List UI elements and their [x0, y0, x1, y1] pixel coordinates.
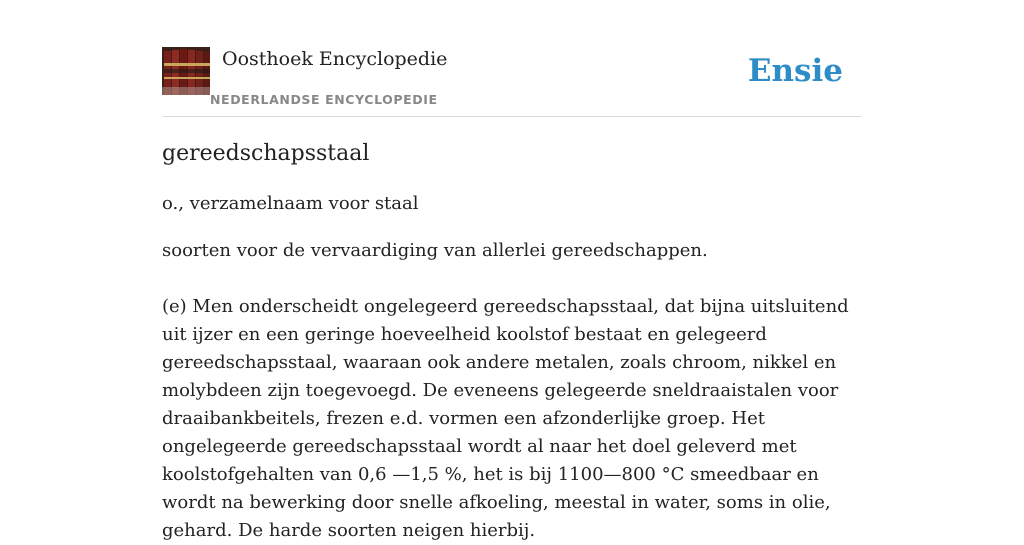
site-title[interactable]: Oosthoek Encyclopedie: [222, 48, 448, 70]
entry-title: gereedschapsstaal: [162, 141, 370, 166]
site-header: [162, 46, 862, 117]
site-subtitle: NEDERLANDSE ENCYCLOPEDIE: [210, 92, 438, 107]
entry-content: [162, 138, 867, 545]
entry-short-definition: o., verzamelnaam voor staal: [162, 193, 419, 214]
book-spines-icon[interactable]: [162, 47, 210, 95]
entry-paragraph: (e) Men onderscheidt ongelegeerd gereedschapsstaal, dat bijna uitsluitend uit ijzer en een geringe hoeveelheid koolstof bestaat en gelegeerd gereedschapsstaal, waaraan ook andere metalen, zoals chroom, nikkel en molybdeen zijn toegevoegd. De eveneens gelegeerde sneldraaistalen voor draaibankbeitels, frezen e.d. vormen een afzonderlijke groep. Het ongelegeerde gereedschapsstaal wordt al naar het doel geleverd met koolstofgehalten van 0,6 —1,5 %, het is bij 1100—800 °C smeedbaar en wordt na bewerking door snelle afkoeling, meestal in water, soms in olie, gehard. De harde soorten neigen hierbij.: [162, 296, 849, 541]
brand-logo-link[interactable]: Ensie: [747, 53, 843, 89]
entry-paragraph: soorten voor de vervaardiging van allerlei gereedschappen.: [162, 240, 708, 261]
